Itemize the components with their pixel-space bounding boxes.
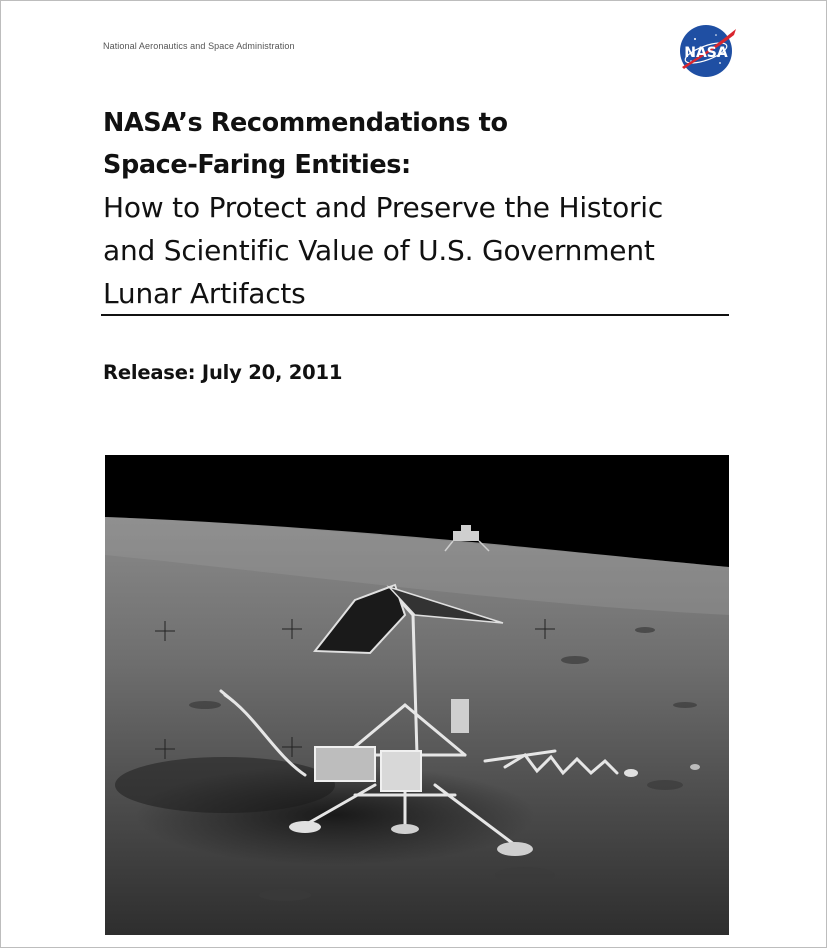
agency-name: National Aeronautics and Space Administration — [103, 41, 295, 51]
logo-wordmark: NASA — [684, 45, 728, 61]
cover-photo — [105, 455, 729, 935]
nasa-logo — [676, 23, 738, 79]
release-date: Release: July 20, 2011 — [103, 361, 343, 384]
subtitle-line-2: and Scientific Value of U.S. Government — [103, 234, 655, 267]
title-line-2: Space-Faring Entities: — [103, 150, 411, 180]
document-title — [103, 102, 733, 315]
nasa-meatball-icon — [676, 23, 738, 79]
lunar-surveyor-photo — [105, 455, 729, 935]
title-divider — [101, 314, 729, 316]
title-line-1: NASA’s Recommendations to — [103, 108, 508, 138]
subtitle-line-3: Lunar Artifacts — [103, 277, 306, 310]
subtitle-line-1: How to Protect and Preserve the Historic — [103, 191, 664, 224]
